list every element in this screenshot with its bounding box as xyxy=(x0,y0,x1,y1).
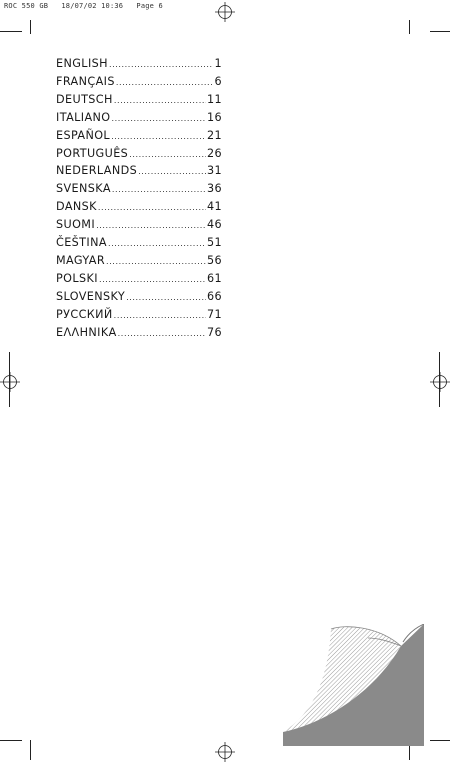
toc-page-number: 46 xyxy=(206,218,222,232)
toc-language-label: РУССКИЙ xyxy=(56,307,113,321)
toc-language-label: DANSK xyxy=(56,200,97,214)
toc-entry xyxy=(56,199,222,217)
toc-page-number: 41 xyxy=(206,200,222,214)
toc-page-number: 56 xyxy=(206,253,222,267)
toc-dot-leader xyxy=(96,218,206,235)
toc-entry xyxy=(56,56,222,74)
toc-entry xyxy=(56,163,222,181)
toc-dot-leader xyxy=(111,129,206,146)
toc-language-label: PORTUGUÊS xyxy=(56,146,129,160)
toc-language-label: SLOVENSKY xyxy=(56,289,126,303)
toc-dot-leader xyxy=(111,111,205,128)
crop-mark-bottom-left-vertical xyxy=(30,740,31,760)
registration-crosshair-icon xyxy=(215,2,235,22)
toc-language-label: MAGYAR xyxy=(56,253,106,267)
registration-crosshair-icon xyxy=(0,372,20,392)
toc-dot-leader xyxy=(106,254,206,271)
toc-language-label: SUOMI xyxy=(56,218,96,232)
toc-dot-leader xyxy=(108,236,206,253)
toc-language-label: DEUTSCH xyxy=(56,92,113,106)
toc-entry xyxy=(56,128,222,146)
toc-page-number: 21 xyxy=(206,128,222,142)
toc-entry xyxy=(56,325,222,343)
toc-language-label: FRANÇAIS xyxy=(56,74,115,88)
toc-entry xyxy=(56,307,222,325)
registration-crosshair-icon xyxy=(430,372,450,392)
toc-language-label: ΕΛΛΗΝΙΚΑ xyxy=(56,325,117,339)
toc-page-number: 26 xyxy=(206,146,222,160)
toc-page-number: 51 xyxy=(206,236,222,250)
toc-entry xyxy=(56,74,222,92)
toc-page-number: 66 xyxy=(206,289,222,303)
toc-page-number: 31 xyxy=(206,164,222,178)
toc-dot-leader xyxy=(114,93,206,110)
toc-dot-leader xyxy=(98,200,206,217)
toc-entry xyxy=(56,271,222,289)
toc-language-label: ENGLISH xyxy=(56,57,108,70)
toc-page-number: 11 xyxy=(206,92,222,106)
toc-language-label: POLSKI xyxy=(56,271,98,285)
toc-entry xyxy=(56,146,222,164)
toc-language-label: ESPAÑOL xyxy=(56,128,111,142)
toc-page-number: 36 xyxy=(206,182,222,196)
crop-mark-top-left-vertical xyxy=(30,20,31,34)
toc-dot-leader xyxy=(129,147,206,164)
crop-mark-top-right xyxy=(430,31,450,32)
page-curl-graphic xyxy=(283,624,424,746)
toc-entry xyxy=(56,92,222,110)
registration-guide-right xyxy=(439,352,440,407)
crop-mark-bottom-left xyxy=(0,740,22,741)
toc-dot-leader xyxy=(99,272,206,289)
toc-dot-leader xyxy=(118,326,206,343)
toc-language-label: ČEŠTINA xyxy=(56,236,107,250)
toc-page-number: 16 xyxy=(206,110,222,124)
toc-entry xyxy=(56,181,222,199)
language-index xyxy=(56,56,222,343)
toc-page-number: 1 xyxy=(214,57,222,70)
crop-mark-top-right-vertical xyxy=(409,20,410,34)
toc-entry xyxy=(56,253,222,271)
registration-guide-left xyxy=(9,352,10,407)
toc-entry xyxy=(56,217,222,235)
print-slug: ROC 550 GB 18/07/02 10:36 Page 6 xyxy=(4,2,163,10)
toc-language-label: ITALIANO xyxy=(56,110,111,124)
toc-dot-leader xyxy=(114,308,206,325)
toc-entry xyxy=(56,110,222,128)
registration-crosshair-icon xyxy=(215,742,235,762)
toc-dot-leader xyxy=(112,182,206,199)
toc-language-label: SVENSKA xyxy=(56,182,111,196)
crop-mark-top-left xyxy=(0,31,22,32)
toc-page-number: 76 xyxy=(206,325,222,339)
toc-entry xyxy=(56,235,222,253)
toc-language-label: NEDERLANDS xyxy=(56,164,138,178)
toc-page-number: 71 xyxy=(206,307,222,321)
toc-dot-leader xyxy=(138,164,206,181)
toc-page-number: 61 xyxy=(206,271,222,285)
toc-dot-leader xyxy=(116,75,214,92)
toc-entry xyxy=(56,289,222,307)
toc-dot-leader xyxy=(109,57,214,74)
toc-page-number: 6 xyxy=(214,74,222,88)
crop-mark-bottom-right xyxy=(430,740,450,741)
toc-dot-leader xyxy=(126,290,206,307)
